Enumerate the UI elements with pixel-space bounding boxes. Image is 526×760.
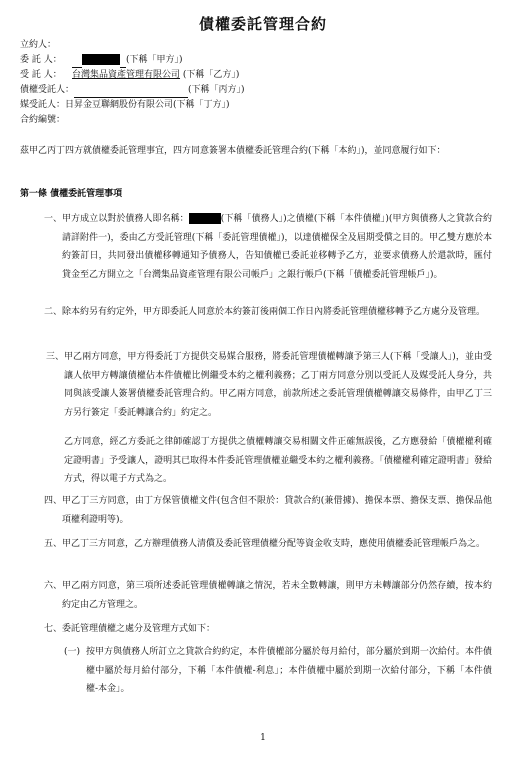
platform-line: [20, 98, 230, 113]
trustee-label: 受 託 人：: [20, 70, 62, 80]
clause-text-pre: 甲方成立以對於債務人即名稱：: [62, 214, 189, 224]
intro-paragraph: 茲甲乙丙丁四方就債權委託管理事宜，四方同意簽署本債權委託管理合約(下稱「本約」)，並同意履行如下：: [20, 146, 446, 156]
platform-label: 媒受託人：: [20, 100, 66, 110]
clause-number: 一、: [44, 214, 63, 224]
clause-number: 五、: [44, 539, 63, 549]
trustee-line: [20, 68, 239, 83]
clause-number: 四、: [44, 496, 63, 506]
contract-number: 合約編號：: [20, 115, 66, 125]
principal-label: 委 託 人：: [20, 55, 62, 65]
clause-text: 除本約另有約定外，甲方即委託人同意於本約簽訂後兩個工作日內將委託管理債權移轉予乙方處分及管理。: [62, 307, 486, 317]
trustee-suffix: (下稱「乙方」): [182, 70, 240, 80]
document-title: 債權委託管理合約: [198, 15, 327, 33]
redacted-debtor-name: [189, 213, 221, 224]
clause-text: 委託管理債權之處分及管理方式如下：: [62, 624, 216, 634]
transferee-label: 債權受託人：: [20, 85, 75, 95]
clause-text: (下稱「債務人」)之債權(下稱「本件債權」)(甲方與債務人之貸款合約請詳附件一)，委由乙方受託管理(下稱「委託管理債權」)，以達債權保全及屆期受償之目的。甲乙雙方應於本約簽訂日，共同發出債權移轉通知予債務人，告知債權已委託並移轉予乙方，並要求債務人於還款時，匯付貸金至乙方開立之「台灣集品資產管理有限公司帳戶」之銀行帳戶(下稱「債權委託管理帳戶」)。: [62, 214, 492, 280]
clause-number: 七、: [44, 624, 63, 634]
principal-suffix: (下稱「甲方」): [126, 55, 183, 65]
subclause-text: 按甲方與債務人所訂立之貸款合約約定，本件債權部分屬於每月給付，部分屬於到期一次給付。本件債權中屬於每月給付部分，下稱「本件債權-利息」；本件債權中屬於到期一次給付部分，下稱「本件債權-本金」。: [86, 647, 492, 694]
transferee-line: [20, 83, 245, 98]
clause-text-paragraph-2: 乙方同意，經乙方委託之律師確認丁方提供之債權轉讓交易相關文件正確無誤後，乙方應發給「債權權利確定證明書」予受讓人，證明其已取得本件委託管理債權並繼受本約之權利義務。「債權權利確定證明書」發給方式，得以電子方式為之。: [64, 437, 492, 484]
principal-line: [20, 53, 183, 68]
redacted-name: [82, 54, 120, 65]
clause-text: 甲乙丁三方同意，由丁方保管債權文件(包含但不限於：貸款合約(兼借據)、擔保本票、擔保支票、擔保品他項權利證明等)。: [62, 496, 492, 525]
trustee-name: 台灣集品資產管理有限公司: [72, 70, 181, 80]
clause-text: 甲乙丁三方同意，乙方辦理債務人清償及委託管理債權分配等資金收支時，應使用債權委託管理帳戶為之。: [62, 539, 486, 549]
clause-item-1: [0, 210, 526, 290]
subclause-number: (一): [64, 647, 81, 657]
clause-text-paragraph-1: 甲乙兩方同意，甲方得委託丁方提供交易媒合服務，將委託管理債權轉讓予第三人(下稱「受讓人」)，並由受讓人依甲方轉讓債權佔本件債權比例繼受本約之權利義務；乙丁兩方同意分別以受託人及媒受託人身分，共同與該受讓人簽署債權委託管理合約。甲乙兩方同意，前款所述之委託管理債權轉讓交易條件，由甲乙丁三方另行簽定「委託轉讓合約」約定之。: [64, 352, 492, 418]
transferee-suffix: (下稱「丙方」): [188, 85, 245, 95]
clause-text: 甲乙兩方同意，第三項所述委託管理債權轉讓之情況，若未全數轉讓，則甲方未轉讓部分仍然存續，按本約約定由乙方管理之。: [62, 581, 492, 610]
page-number: 1: [260, 733, 266, 743]
section-title: 第一條 債權委託管理事項: [20, 189, 123, 199]
transferee-blank: [74, 86, 188, 98]
platform-name: 日昇金豆聯網股份有限公司(下稱「丁方」): [65, 100, 230, 110]
parties-heading: 立約人：: [20, 40, 57, 50]
clause-number: 三、: [46, 352, 65, 362]
clause-number: 六、: [44, 581, 63, 591]
clause-number: 二、: [44, 307, 63, 317]
